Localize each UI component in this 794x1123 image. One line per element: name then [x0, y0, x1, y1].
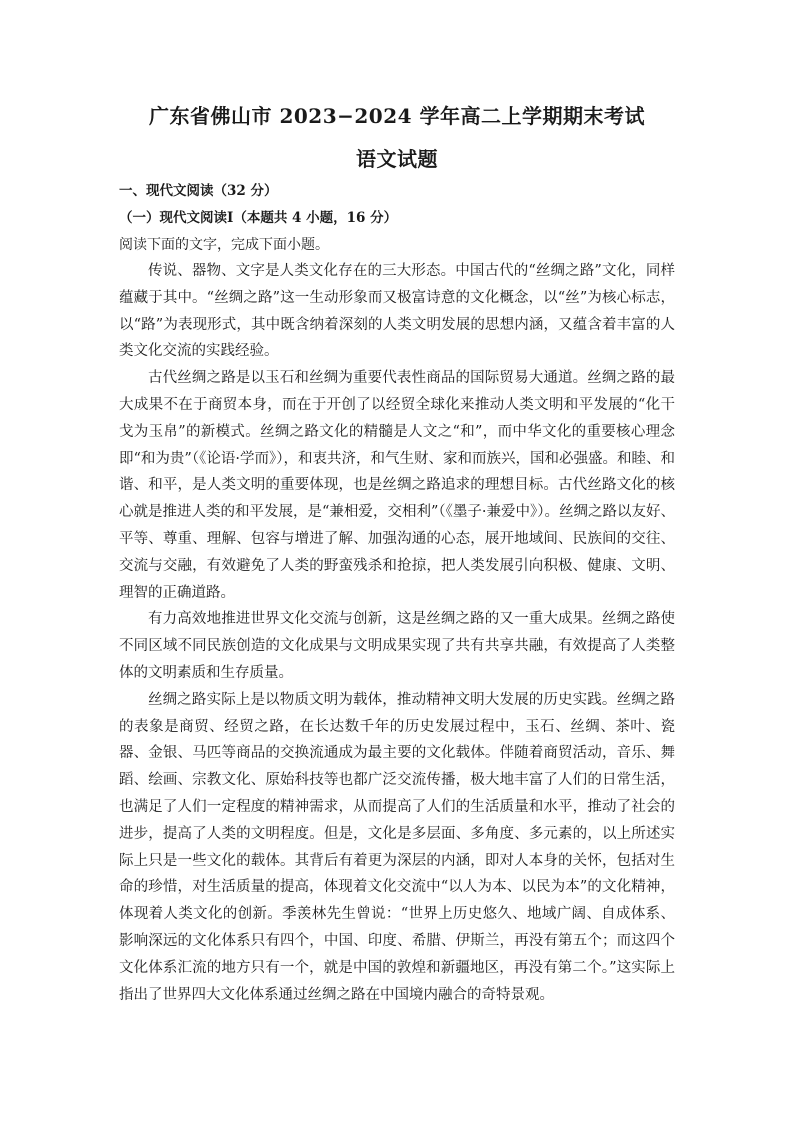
passage-paragraph: 古代丝绸之路是以玉石和丝绸为重要代表性商品的国际贸易大通道。丝绸之路的最大成果不在于商贸本身，而在于开创了以经贸全球化来推动人类文明和平发展的“化干戈为玉帛”的新模式。丝绸之路文化的精髓是人文之“和”，而中华文化的重要核心理念即“和为贵”（《论语·学而》），和衷共济，和气生财、家和而族兴，国和必强盛。和睦、和谐、和平，是人类文明的重要体现，也是丝绸之路追求的理想目标。古代丝路文化的核心就是推进人类的和平发展，是“兼相爱，交相利”（《墨子·兼爱中》）。丝绸之路以友好、平等、尊重、理解、包容与增进了解、加强沟通的心态，展开地域间、民族间的交往、交流与交融，有效避免了人类的野蛮残杀和抢掠，把人类发展引向积极、健康、文明、理智的正确道路。	[119, 370, 675, 601]
passage-paragraph: 有力高效地推进世界文化交流与创新，这是丝绸之路的又一重大成果。丝绸之路使不同区域不同民族创造的文化成果与文明成果实现了共有共享共融，有效提高了人类整体的文明素质和生存质量。	[119, 611, 675, 681]
exam-title: 广东省佛山市 2023−2024 学年高二上学期期末考试	[148, 104, 645, 128]
passage-paragraph: 传说、器物、文字是人类文化存在的三大形态。中国古代的“丝绸之路”文化，同样蕴藏于其中。“丝绸之路”这一生动形象而又极富诗意的文化概念，以“丝”为核心标志，以“路”为表现形式，其中既含纳着深刻的人类文明发展的思想内涵，又蕴含着丰富的人类文化交流的实践经验。	[119, 263, 675, 360]
exam-subject-title: 语文试题	[356, 147, 438, 171]
reading-instruction: 阅读下面的文字，完成下面小题。	[119, 237, 329, 253]
section-heading: 一、现代文阅读（32 分）	[119, 183, 278, 199]
reading-passage	[119, 258, 675, 1008]
subsection-heading: （一）现代文阅读Ⅰ（本题共 4 小题，16 分）	[119, 210, 398, 226]
passage-paragraph: 丝绸之路实际上是以物质文明为载体，推动精神文明大发展的历史实践。丝绸之路的表象是商贸、经贸之路，在长达数千年的历史发展过程中，玉石、丝绸、茶叶、瓷器、金银、马匹等商品的交换流通成为最主要的文化载体。伴随着商贸活动，音乐、舞蹈、绘画、宗教文化、原始科技等也都广泛交流传播，极大地丰富了人们的日常生活，也满足了人们一定程度的精神需求，从而提高了人们的生活质量和水平，推动了社会的进步，提高了人类的文明程度。但是，文化是多层面、多角度、多元素的，以上所述实际上只是一些文化的载体。其背后有着更为深层的内涵，即对人本身的关怀，包括对生命的珍惜，对生活质量的提高，体现着文化交流中“以人为本、以民为本”的文化精神，体现着人类文化的创新。季羡林先生曾说：“世界上历史悠久、地域广阔、自成体系、影响深远的文化体系只有四个，中国、印度、希腊、伊斯兰，再没有第五个；而这四个文化体系汇流的地方只有一个，就是中国的敦煌和新疆地区，再没有第二个。”这实际上指出了世界四大文化体系通过丝绸之路在中国境内融合的奇特景观。	[119, 691, 675, 1003]
